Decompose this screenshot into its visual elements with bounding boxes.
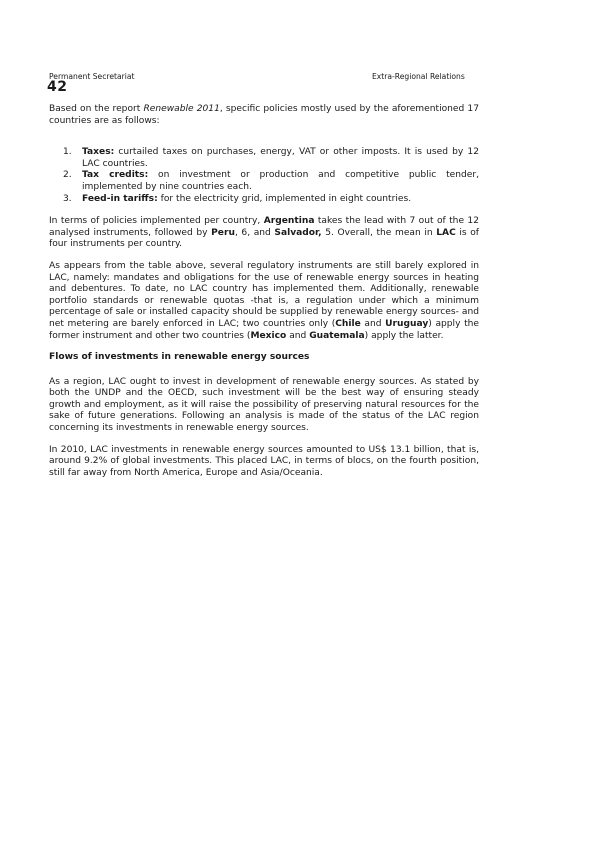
section-heading: Flows of investments in renewable energy sources — [49, 352, 310, 363]
text-run: ) apply the former instrument and other two countries ( — [49, 318, 480, 341]
list-item-number: 2. — [63, 170, 72, 181]
text-run: In terms of policies implemented per country, — [49, 216, 264, 227]
text-run: takes the lead with 7 out of the 12 analysed instruments, followed by — [49, 216, 479, 238]
intro-text-before: Based on the report — [49, 104, 144, 114]
page-number: 42 — [47, 79, 68, 95]
country-name: Guatemala — [309, 330, 365, 341]
country-name: Argentina — [263, 216, 315, 227]
intro-paragraph — [49, 104, 479, 127]
investment-2010-paragraph: In 2010, LAC investments in renewable energy sources amounted to US$ 13.1 billion, that is, around 9.2% of global investments. This placed LAC, in terms of blocs, on the fourth position, still far away from North America, Europe and Asia/Oceania. — [49, 444, 479, 478]
policy-list — [49, 147, 479, 205]
list-item-text: curtailed taxes on purchases, energy, VAT or other imposts. It is used by 12 LAC countries. — [82, 147, 479, 169]
list-item-number: 1. — [63, 147, 72, 158]
text-run: , 6, and — [234, 227, 275, 238]
list-item-number: 3. — [63, 193, 72, 204]
regulatory-instruments-paragraph — [49, 261, 479, 342]
region-name: LAC — [436, 227, 456, 238]
text-run: is of four instruments per country. — [49, 227, 479, 250]
list-item — [49, 194, 479, 206]
list-item-text: for the electricity grid, implemented in eight countries. — [157, 193, 412, 204]
header-left-text: Permanent Secretariat — [49, 72, 135, 81]
text-run: 5. Overall, the mean in — [321, 227, 437, 238]
list-item — [49, 170, 479, 193]
list-item — [49, 147, 479, 170]
list-item-term: Feed-in tariffs: — [82, 193, 158, 204]
intro-text-after: , specific policies mostly used by the aforementioned 17 countries are as follows: — [49, 104, 479, 126]
text-run: and — [360, 318, 386, 329]
list-item-text: on investment or production and competitive public tender, implemented by nine countries each. — [82, 170, 480, 192]
text-run: ) apply the latter. — [364, 330, 444, 341]
country-policies-paragraph — [49, 216, 479, 251]
document-body — [49, 104, 479, 479]
region-investment-paragraph: As a region, LAC ought to invest in development of renewable energy sources. As stated by both the UNDP and the OECD, such investment will be the best way of ensuring steady growth and employment, as it will raise the possibility of preserving natural resources for the sake of future generations. Following an analysis is made of the status of the LAC region concerning its investments in renewable energy sources. — [49, 376, 479, 434]
country-name: Mexico — [250, 330, 287, 341]
header-right-text: Extra-Regional Relations — [372, 72, 465, 81]
country-name: Salvador, — [274, 227, 322, 238]
report-title: Renewable 2011 — [143, 104, 220, 114]
country-name: Uruguay — [385, 318, 429, 329]
list-item-term: Taxes: — [82, 147, 115, 158]
country-name: Chile — [335, 318, 361, 329]
list-item-term: Tax credits: — [82, 170, 149, 181]
text-run: As appears from the table above, several regulatory instruments are still barely explored in LAC, namely: mandates and obligations for the use of renewable energy sources in heating and debentures. To date, no LAC country has implemented them. Additionally, renewable portfolio standards or renewable quotas -that is, a regulation under which a minimum percentage of sale or installed capacity should be supplied by renewable energy sources- and net metering are barely enforced in LAC; two countries only ( — [49, 260, 479, 329]
text-run: and — [286, 330, 310, 341]
country-name: Peru — [211, 227, 235, 238]
